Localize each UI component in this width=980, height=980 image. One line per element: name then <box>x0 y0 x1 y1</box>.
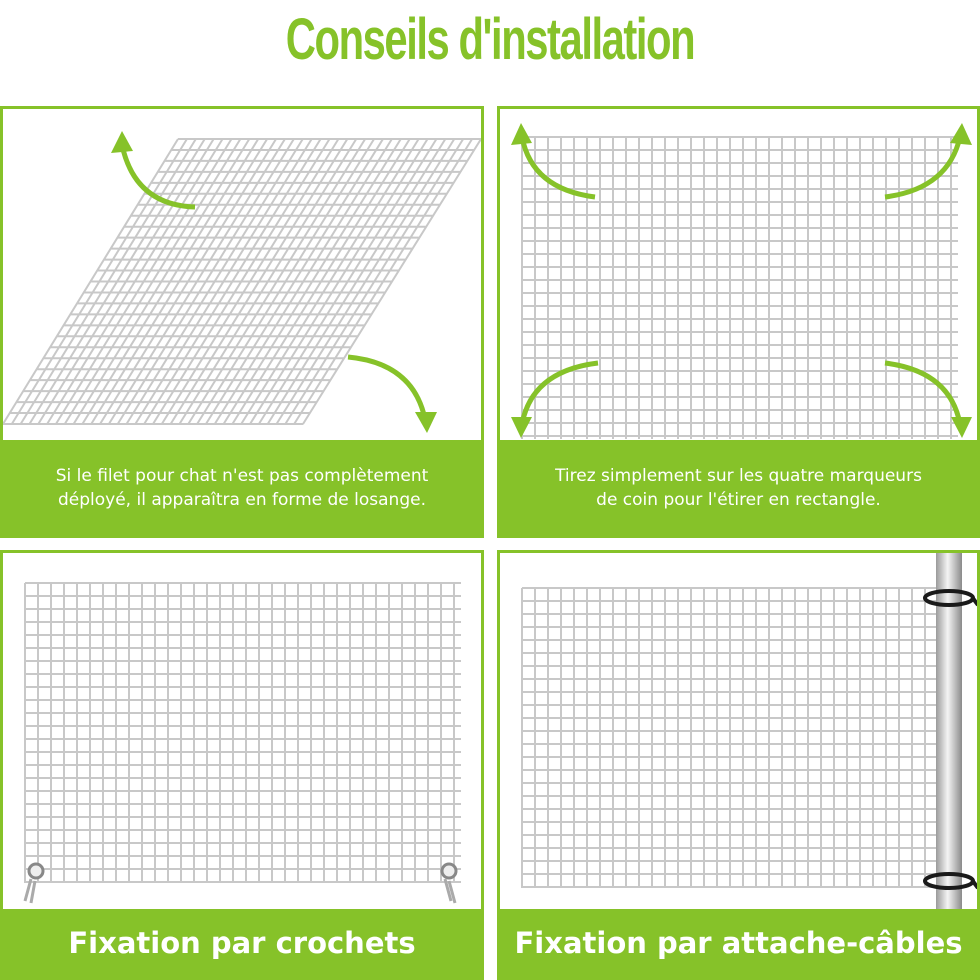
panel-rectangle-net <box>497 106 980 538</box>
hook-icon <box>25 864 43 903</box>
hooks-net-illustration <box>3 553 481 913</box>
net-mesh <box>522 137 958 439</box>
net-mesh <box>522 588 940 888</box>
caption-line: déployé, il apparaîtra en forme de losange. <box>58 489 426 510</box>
page-title: Conseils d'installation <box>285 7 695 72</box>
caption-line: Tirez simplement sur les quatre marqueurs <box>555 465 922 486</box>
hook-icon <box>442 864 456 903</box>
net-mesh-lines <box>522 588 940 888</box>
caption-line: Si le filet pour chat n'est pas complètement <box>55 465 429 486</box>
curved-arrow-icon <box>511 363 598 438</box>
curved-arrow-icon <box>111 131 195 207</box>
diamond-net-illustration <box>3 109 481 449</box>
panel-caption: Fixation par crochets <box>3 909 481 977</box>
net-mesh-lines <box>25 583 461 883</box>
caption-line: de coin pour l'étirer en rectangle. <box>596 489 881 510</box>
net-mesh-lines <box>522 137 958 439</box>
panel-diamond-net <box>0 106 484 538</box>
panel-caption <box>500 440 977 535</box>
rectangle-net-illustration <box>500 109 977 449</box>
cable-ties-net-illustration <box>500 553 977 913</box>
panel-hooks <box>0 550 484 980</box>
curved-arrow-icon <box>511 123 595 197</box>
net-mesh <box>25 583 461 883</box>
panel-caption: Fixation par attache-câbles <box>500 909 977 977</box>
panel-cable-ties <box>497 550 980 980</box>
panel-caption <box>3 440 481 535</box>
curved-arrow-icon <box>348 357 437 433</box>
